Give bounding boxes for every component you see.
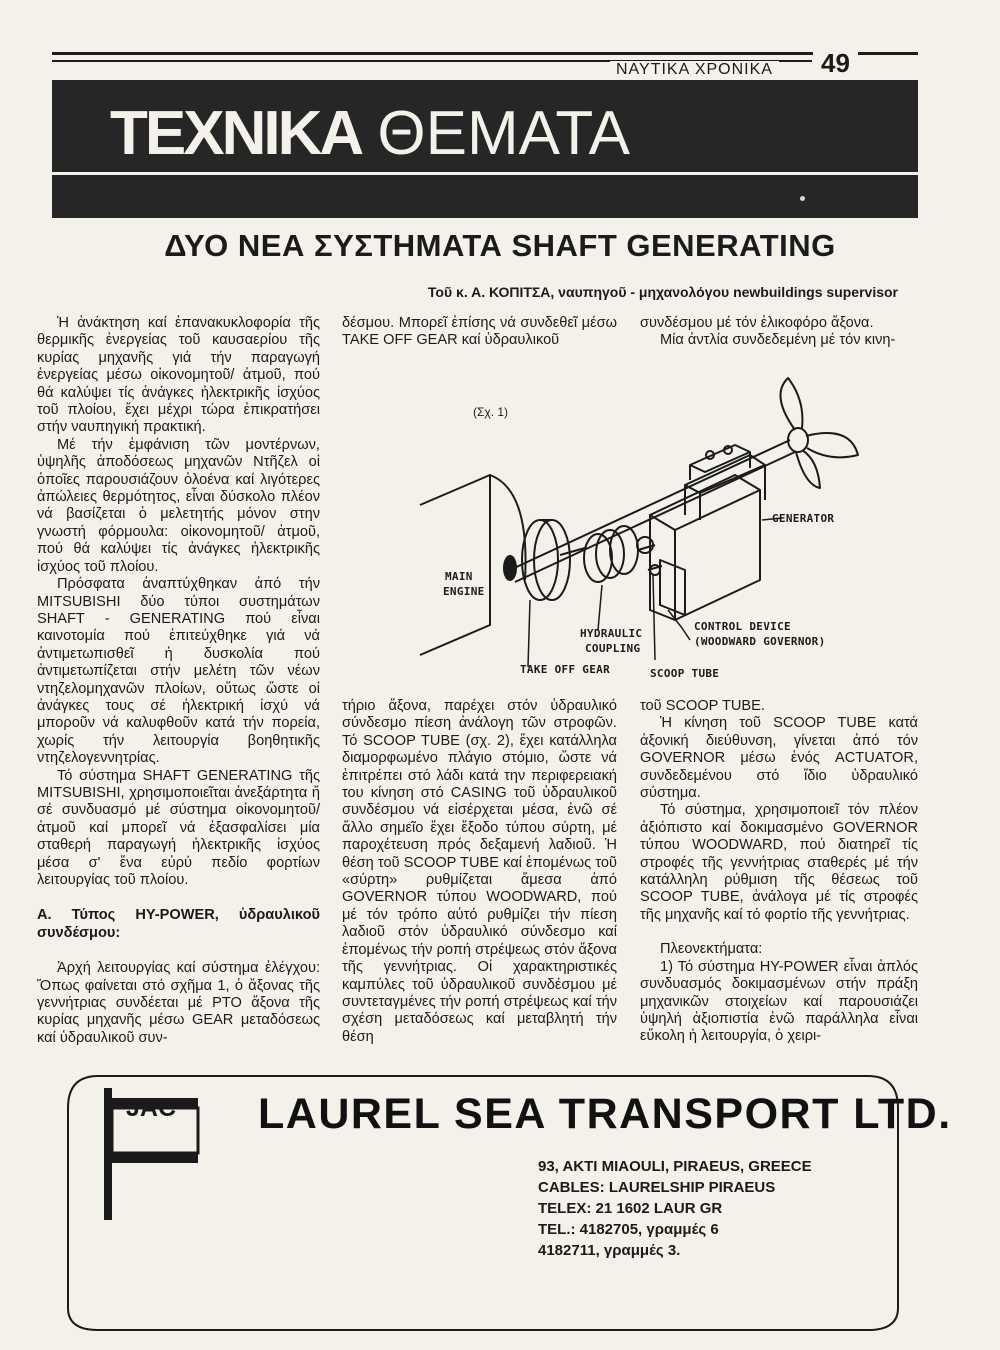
section-title-light: ΘΕΜΑΤΑ	[377, 99, 630, 168]
banner-stripe	[52, 172, 918, 175]
ad-cables: CABLES: LAURELSHIP PIRAEUS	[538, 1179, 776, 1196]
column-2-bottom	[342, 698, 617, 1046]
label-generator: GENERATOR	[772, 512, 835, 525]
article-title: ΔΥΟ ΝΕΑ ΣΥΣΤΗΜΑΤΑ SHAFT GENERATING	[164, 228, 836, 263]
ad-address: 93, AKTI MIAOULI, PIRAEUS, GREECE	[538, 1158, 812, 1175]
ad-telex: TELEX: 21 1602 LAUR GR	[538, 1200, 723, 1217]
page-number: 49	[813, 48, 858, 79]
ad-contact-lines	[538, 1156, 812, 1261]
leader-coupling	[598, 585, 602, 630]
ad-tel-2: 4182711, γραμμές 3.	[538, 1242, 681, 1259]
label-scoop: SCOOP TUBE	[650, 667, 720, 680]
paragraph: τοῦ SCOOP TUBE.	[640, 698, 765, 714]
paragraph: δέσμου. Μπορεῖ ἐπίσης νά συνδεθεῖ μέσω TAKE OFF GEAR καί ὑδραυλικοῦ	[342, 315, 617, 349]
label-hydraulic-1: HYDRAULIC	[580, 627, 643, 640]
leader-take-off	[528, 600, 530, 667]
label-hydraulic-2: COUPLING	[585, 642, 641, 655]
paragraph: Ἡ κίνηση τοῦ SCOOP TUBE κατά ἀξονική διεύθυνση, γίνεται ἀπό τόν GOVERNOR μέσω ἑνός ACTUATOR, συνδεδεμένου στό ἴδιο ὑδραυλικό σύστημα.	[640, 715, 918, 802]
column-3-top	[640, 315, 918, 350]
magazine-name: ΝΑΥΤΙΚΑ ΧΡΟΝΙΚΑ	[610, 61, 779, 79]
leader-scoop	[653, 575, 655, 660]
subheading: Α. Τύπος HY-POWER, ὑδραυλικοῦ συνδέσμου:	[37, 907, 320, 941]
section-title-bold: ΤΕΧΝΙΚΑ	[110, 99, 362, 168]
label-control-2: (WOODWARD GOVERNOR)	[694, 635, 826, 648]
column-3-bottom	[640, 698, 918, 1046]
column-2-top	[342, 315, 617, 350]
figure-caption: (Σχ. 1)	[473, 405, 509, 419]
paragraph: Τό σύστημα, χρησιμοποιεῖ τόν πλέον ἀξιόπιστο καί δοκιμασμένο GOVERNOR τύπου WOODWARD, πού διατηρεῖ τίς στροφές τῆς γεννήτριας σταθερές μέ τήν κατάλληλη ρύθμιση τῆς θέσεως τοῦ SCOOP TUBE, ἀνάλογα μέ τίς στροφές τῆς μηχανῆς καί τό φορτίο τῆς γεννήτριας.	[640, 802, 918, 923]
label-main-engine-1: MAIN	[445, 570, 473, 583]
paragraph: συνδέσμου μέ τόν ἑλικοφόρο ἄξονα.	[640, 315, 874, 331]
paragraph: Μέ τήν ἐμφάνιση τῶν μοντέρνων, ὑψηλῆς ἀποδόσεως μηχανῶν Ντῆζελ οἱ ὁποῖες παρουσιάζουν ὁλοένα καί λιγότερες ἀπώλειες θερμότητος, εἶναι δύσκολο πλέον νά βασίζεται ὁ μελετητής μόνον στην γνωστή φόρμουλα: οἰκονομητοῦ/ ἀτμοῦ, πού θά καλύψει τίς ἀνάγκες ἠλεκτρικῆς ἰσχύος τοῦ πλοίου.	[37, 436, 320, 575]
column-1	[37, 315, 320, 1047]
label-control-1: CONTROL DEVICE	[694, 620, 791, 633]
paragraph: Πλεονεκτήματα:	[660, 941, 763, 958]
flag-logo-text: JAC	[126, 1094, 177, 1122]
paragraph: Πρόσφατα ἀναπτύχθηκαν ἀπό τήν MITSUBISHI δύο τύποι συστημάτων SHAFT - GENERATING πού εἶναι καινοτομία πού ἐπιτεύχθηκε γιά νά ἀντιμετωπισθεῖ ἡ δυσκολία πού ἀντιμετωπίζεται στήν μελέτη τῶν νέων ντηζελομηχανῶν πλοίων, οὕτως ὥστε οἱ ἀνάγκες τους σέ ἠλεκτρική ἰσχύ νά μποροῦν νά καλυφθοῦν κατά τήν πορεία, χωρίς τήν λειτουργία βοηθητικῆς ντηζελογεννητρίας.	[37, 576, 320, 767]
propeller	[780, 378, 858, 488]
paragraph: Τό σύστημα SHAFT GENERATING τῆς MITSUBISHI, χρησιμοποιεῖται ἀνεξάρτητα ἤ σέ συνδυασμό μέ σύστημα οἰκονομητοῦ/ ἀτμοῦ καί μπορεῖ νά ἐξασφαλίσει μία σταθερή παραγωγή ἠλεκτρικῆς ἰσχύος μέσα σ' ἕνα εὐρύ πεδίο φορτίων λειτουργίας τοῦ πλοίου.	[37, 767, 320, 888]
header-rule	[52, 52, 918, 55]
paragraph: Ἡ ἀνάκτηση καί ἐπανακυκλοφορία τῆς θερμικῆς ἐνεργείας τοῦ καυσαερίου τῆς κυρίας μηχανῆς γιά τήν παραγωγή ἐνεργείας μέσω οἰκονομητοῦ/ ἀτμοῦ, πού θά καλύψει τίς ἀνάγκες ἠλεκτρικῆς ἰσχύος τοῦ πλοίου, ἔχει μέχρι τώρα ἐπικρατήσει στήν ναυπηγική πρακτική.	[37, 315, 320, 436]
paragraph: τήριο ἄξονα, παρέχει στόν ὑδραυλικό σύνδεσμο πίεση ἀνάλογη τῶν στροφῶν. Τό SCOOP TUBE (σχ. 2), ἔχει κατάλληλα διαμορφωμένο πλάγιο στόμιο, ὥστε νά ἐπιτρέπει στό λάδι κατά την περιφερειακή του κίνηση στό CASING τοῦ ὑδραυλικοῦ συνδέσμου νά εἰσέρχεται μέσα, ἐνῶ σέ ἄλλο σημεῖο ἔχει ἔξοδο τύπου σύρτη, μέ παροχέτευση πρός δεξαμενή λαδιοῦ. Ἡ θέση τοῦ SCOOP TUBE καί ἑπομένως τοῦ «σύρτη» ρυθμίζεται ἄμεσα ἀπό GOVERNOR τύπου WOODWARD, πού μέ τόν τρόπο αὐτό ρυθμίζει τήν πίεση λαδιοῦ στόν ὑδραυλικό σύνδεσμο καί ἑπομένως τήν ροπή στρέψεως στόν ἄξονα τῆς γεννήτριας. Οἱ χαρακτηριστικές καμπύλες τοῦ ὑδραυλικοῦ συνδέσμου μέ συντεταγμένες τήν ροπή στρέψεως καί τήν σχέση μεταδόσεως καί μεταβλητή τήν θέση	[342, 698, 617, 1045]
ad-company-name: LAUREL SEA TRANSPORT LTD.	[258, 1090, 952, 1138]
ad-tel-1: TEL.: 4182705, γραμμές 6	[538, 1221, 719, 1238]
generator-unit	[650, 445, 765, 620]
label-main-engine-2: ENGINE	[443, 585, 485, 598]
article-byline: Τοῦ κ. Α. ΚΟΠΙΤΣΑ, ναυπηγοῦ - μηχανολόγου newbuildings supervisor	[427, 284, 898, 300]
main-engine-outline	[420, 475, 490, 655]
paragraph: 1) Τό σύστημα HY-POWER εἶναι ἁπλός συνδυασμός δοκιμασμένων στήν πράξη μηχανικῶν στοιχείων καί παρουσιάζει ὑψηλή ἀξιοπιστία ἐνῶ παράλληλα εἶναι εὔκολη ἡ λειτουργία, ὁ χειρι-	[640, 958, 918, 1045]
banner-dot	[800, 196, 805, 201]
paragraph: Ἀρχή λειτουργίας καί σύστημα ἐλέγχου: Ὅπως φαίνεται στό σχῆμα 1, ὁ ἄξονας τῆς γεννήτριας συνδέεται μέ PTO ἄξονα τῆς κυρίας μηχανῆς μέσω GEAR μεταδόσεως καί ὑδραυλικοῦ συν-	[37, 960, 320, 1046]
label-take-off: TAKE OFF GEAR	[520, 663, 610, 676]
section-title	[110, 98, 630, 169]
paragraph: Μία ἀντλία συνδεδεμένη μέ τόν κινη-	[660, 332, 896, 349]
